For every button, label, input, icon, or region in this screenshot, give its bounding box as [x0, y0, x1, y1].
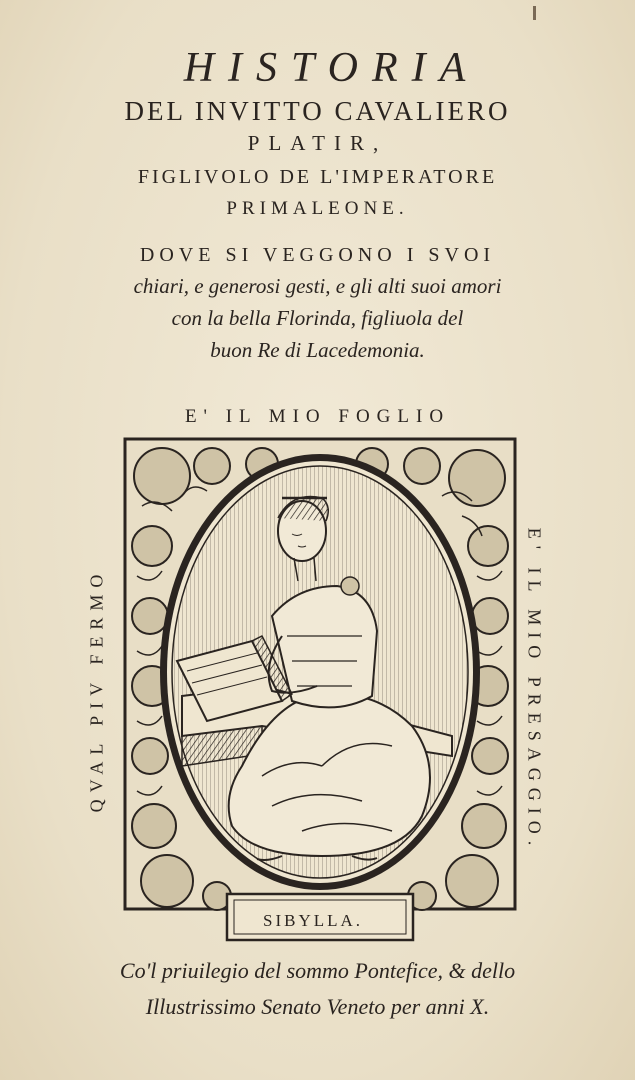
- description-line-4: buon Re di Lacedemonia.: [210, 338, 425, 362]
- subtitle-line-1: DEL INVITTO CAVALIERO: [124, 96, 511, 126]
- margin-mark: [533, 6, 536, 20]
- subtitle-line-2: PLATIR,: [247, 131, 388, 155]
- imprint-line-1: Co'l priuilegio del sommo Pontefice, & dello: [119, 958, 516, 983]
- description-line-3: con la bella Florinda, figliuola del: [171, 306, 464, 330]
- device-motto-top: E' IL MIO FOGLIO: [184, 406, 451, 427]
- sibyl-woodcut-illustration: [122, 436, 518, 944]
- device-motto-right: E' IL MIO PRESAGGIO.: [524, 527, 545, 853]
- book-title: HISTORIA: [183, 45, 480, 91]
- description-line-2: chiari, e generosi gesti, e gli alti suoi amori: [133, 274, 502, 298]
- subtitle-line-4: PRIMALEONE.: [226, 198, 409, 219]
- device-motto-left: QVAL PIV FERMO: [86, 567, 107, 813]
- subtitle-line-3: FIGLIVOLO DE L'IMPERATORE: [137, 166, 498, 188]
- description-line-1: DOVE SI VEGGONO I SVOI: [139, 244, 496, 266]
- cartouche-label: SIBYLLA.: [262, 911, 364, 930]
- imprint-line-2: Illustrissimo Senato Veneto per anni X.: [145, 994, 490, 1019]
